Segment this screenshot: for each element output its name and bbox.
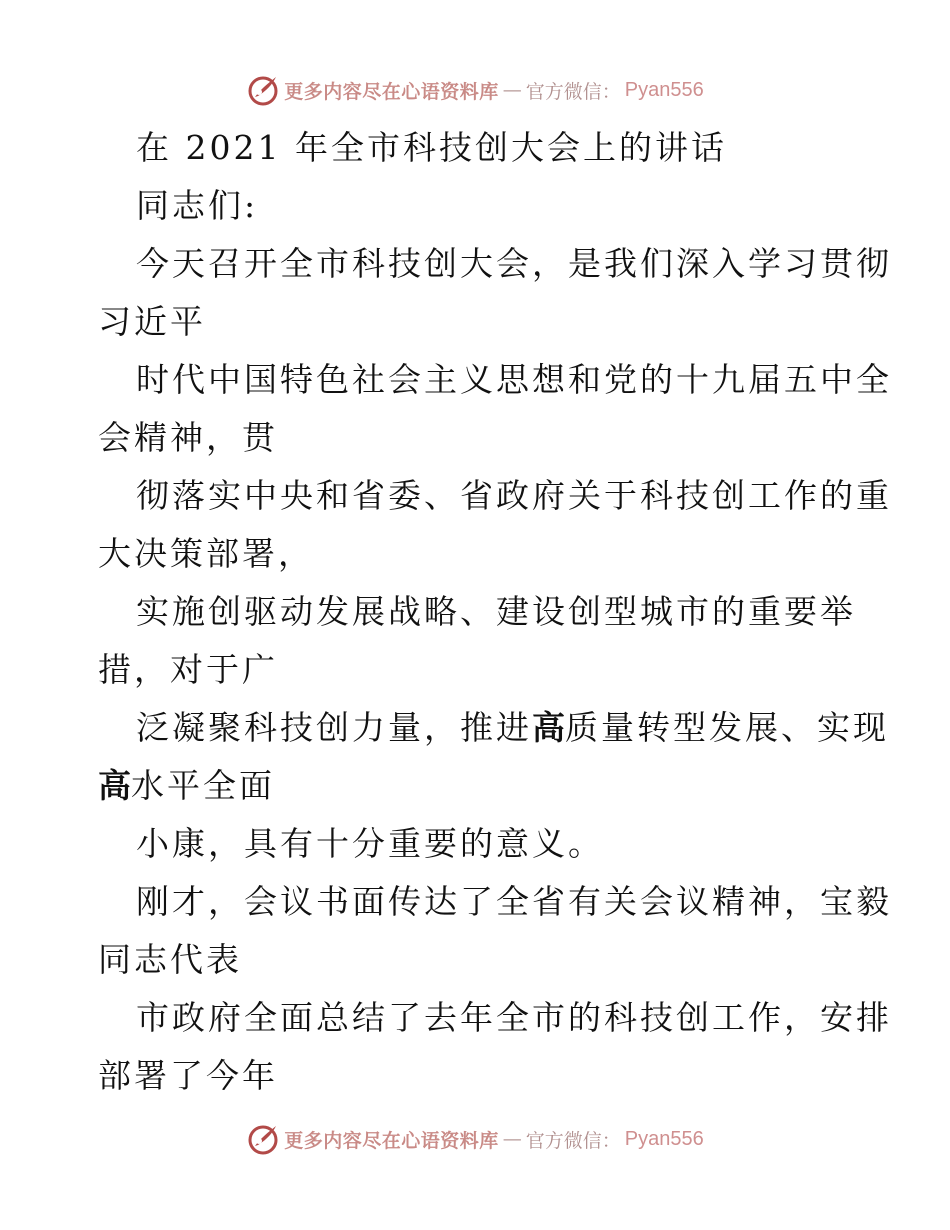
paragraph-line: 小康，具有十分重要的意义。 <box>136 824 604 863</box>
text-segment: 水平全面 <box>131 766 275 805</box>
text-segment: 泛凝聚科技创力量，推进 <box>136 708 532 747</box>
paragraph-line: 措，对于广 <box>98 650 278 689</box>
quill-logo-icon <box>246 1122 280 1156</box>
paragraph-line: 部署了今年 <box>98 1056 278 1095</box>
text-segment-bold: 高 <box>532 708 565 747</box>
paragraph-line: 刚才，会议书面传达了全省有关会议精神，宝毅 <box>136 882 892 921</box>
footer-watermark <box>0 1119 950 1159</box>
watermark-note: 官方微信： <box>525 80 621 103</box>
paragraph-line: 市政府全面总结了去年全市的科技创工作，安排 <box>136 998 892 1037</box>
paragraph-line: 实施创驱动发展战略、建设创型城市的重要举 <box>136 592 856 631</box>
salutation: 同志们: <box>136 186 259 225</box>
watermark-text: 更多内容尽在心语资料库 <box>284 80 499 103</box>
text-segment-bold: 高 <box>98 766 131 805</box>
watermark-wechat-id: Pyan556 <box>624 78 704 101</box>
header-watermark <box>0 70 950 110</box>
watermark-wechat-id: Pyan556 <box>624 1127 704 1150</box>
text-segment: 质量转型发展、实现 <box>565 708 889 747</box>
paragraph-line: 今天召开全市科技创大会，是我们深入学习贯彻 <box>136 244 892 283</box>
watermark-dash: — <box>502 1128 522 1150</box>
quill-logo-icon <box>246 73 280 107</box>
paragraph-line: 同志代表 <box>98 940 242 979</box>
paragraph-line-mixed <box>136 708 889 748</box>
paragraph-line: 习近平 <box>98 302 206 341</box>
document-title: 在 2021 年全市科技创大会上的讲话 <box>136 128 727 167</box>
watermark-text: 更多内容尽在心语资料库 <box>284 1129 499 1152</box>
paragraph-line: 彻落实中央和省委、省政府关于科技创工作的重 <box>136 476 892 515</box>
watermark-note: 官方微信： <box>525 1129 621 1152</box>
paragraph-line-mixed <box>98 766 275 806</box>
paragraph-line: 会精神，贯 <box>98 418 278 457</box>
paragraph-line: 大决策部署， <box>98 534 314 573</box>
watermark-dash: — <box>502 79 522 101</box>
paragraph-line: 时代中国特色社会主义思想和党的十九届五中全 <box>136 360 892 399</box>
